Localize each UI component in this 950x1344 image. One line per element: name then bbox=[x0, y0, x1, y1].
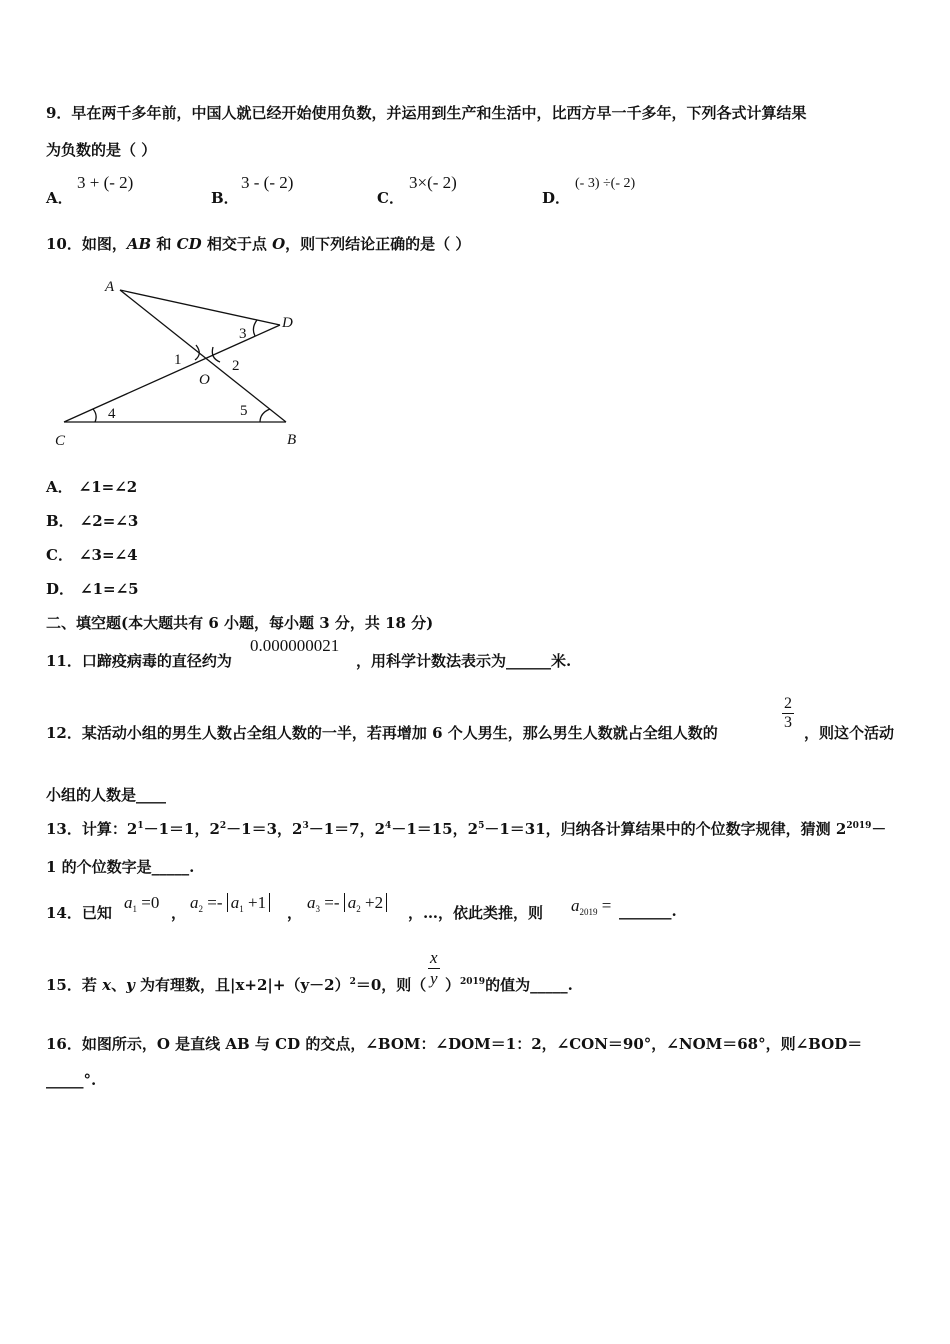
q14-expr-a3 bbox=[307, 893, 387, 914]
q15-prefix: 15．若 bbox=[46, 976, 103, 994]
q14-prefix: 14．已知 bbox=[46, 904, 112, 922]
option-label: A． bbox=[46, 189, 73, 207]
q10-option-d[interactable] bbox=[46, 578, 139, 599]
equals-zero: =0 bbox=[137, 893, 160, 912]
angle-label-2: 2 bbox=[232, 358, 240, 374]
angle-arc-4 bbox=[93, 409, 96, 422]
q13-text-e: －1＝15，2 bbox=[391, 820, 479, 838]
q14-expr-a1 bbox=[124, 893, 159, 914]
segment-a-d bbox=[120, 290, 280, 325]
fraction-denominator: 3 bbox=[784, 714, 792, 731]
q15-mid2: ＝0，则（ bbox=[355, 976, 427, 994]
q13-text-d: －1＝7，2 bbox=[308, 820, 386, 838]
subscript: 1 bbox=[239, 904, 244, 914]
q15-tail bbox=[445, 974, 573, 995]
q10-mid1: 和 bbox=[151, 235, 177, 253]
var-a: a bbox=[347, 893, 357, 912]
segment-cd: CD bbox=[176, 235, 202, 253]
option-label: D． bbox=[46, 580, 75, 598]
subscript: 1 bbox=[132, 904, 137, 914]
point-label-c: C bbox=[55, 433, 66, 449]
equals: = bbox=[597, 896, 612, 915]
point-label-a: A bbox=[105, 279, 115, 295]
angle-label-1: 1 bbox=[174, 352, 182, 368]
option-label: B． bbox=[211, 189, 239, 207]
exponent: 2 bbox=[349, 977, 356, 987]
q12-suffix: ，则这个活动 bbox=[804, 724, 895, 742]
q11-number: 0.000000021 bbox=[250, 636, 340, 655]
option-label: A． bbox=[46, 478, 73, 496]
q13-text-b: －1＝1，2 bbox=[143, 820, 220, 838]
q10-option-b[interactable] bbox=[46, 510, 138, 531]
separator: 、 bbox=[111, 976, 127, 994]
plus-one: +1 bbox=[243, 893, 267, 912]
q13-text-c: －1＝3，2 bbox=[226, 820, 303, 838]
point-label-b: B bbox=[287, 432, 297, 448]
segment-a-b bbox=[120, 290, 286, 422]
var-x: x bbox=[102, 976, 112, 994]
q9-text-line2: 为负数的是（ ） bbox=[46, 141, 157, 159]
var-a: a bbox=[190, 893, 199, 912]
option-text: ∠2=∠3 bbox=[79, 512, 139, 530]
q15-fraction bbox=[428, 948, 440, 989]
point-label-d: D bbox=[282, 315, 293, 331]
point-label-o: O bbox=[199, 372, 210, 388]
q15-suffix: 的值为_____. bbox=[485, 976, 573, 994]
q10-option-a[interactable] bbox=[46, 476, 137, 497]
var-a: a bbox=[307, 893, 316, 912]
q13-line1 bbox=[46, 818, 886, 839]
var-y: y bbox=[126, 976, 135, 994]
fraction-numerator: x bbox=[430, 948, 438, 967]
var-a: a bbox=[230, 893, 240, 912]
exponent: 2019 bbox=[460, 977, 486, 987]
option-label: C． bbox=[377, 189, 404, 207]
fraction-numerator: 2 bbox=[784, 695, 792, 712]
plus-two: +2 bbox=[360, 893, 384, 912]
angle-label-3: 3 bbox=[239, 326, 247, 342]
q15-mid: 为有理数，且|x+2|+（y－2） bbox=[134, 976, 350, 994]
angle-arc-5 bbox=[260, 409, 270, 422]
exponent: 2019 bbox=[846, 821, 872, 831]
angle-arc-1 bbox=[195, 345, 199, 360]
q12-fraction bbox=[782, 695, 794, 732]
option-expr: 3×(- 2) bbox=[409, 173, 457, 192]
q11-suffix: ，用科学计数法表示为______米. bbox=[356, 652, 572, 670]
q14-comma-1: ， bbox=[171, 904, 187, 922]
q14-tail: ，…，依此类推，则 bbox=[408, 904, 544, 922]
q9-text-line1: 9．早在两千多年前，中国人就已经开始使用负数，并运用到生产和生活中，比西方早一千多年，下列各式计算结果 bbox=[46, 104, 807, 122]
q14-expr-a2019 bbox=[571, 896, 611, 917]
q12-line2: 小组的人数是____ bbox=[46, 786, 167, 804]
option-label: B． bbox=[46, 512, 74, 530]
option-text: ∠1=∠2 bbox=[78, 478, 138, 496]
var-a: a bbox=[124, 893, 133, 912]
var-a: a bbox=[571, 896, 580, 915]
q16-line2: _____°. bbox=[46, 1071, 97, 1089]
option-expr: 3 + (- 2) bbox=[77, 173, 134, 192]
exponent: 2 bbox=[219, 821, 227, 831]
q15-text bbox=[46, 974, 426, 995]
angle-label-5: 5 bbox=[240, 403, 248, 419]
option-expr: (- 3) ÷(- 2) bbox=[575, 176, 636, 191]
subscript: 2019 bbox=[579, 907, 598, 917]
q14-blank: _______. bbox=[619, 902, 677, 920]
angle-arc-3 bbox=[253, 320, 257, 336]
q14-expr-a2 bbox=[190, 893, 270, 914]
equals-negative: =- bbox=[203, 893, 227, 912]
subscript: 3 bbox=[315, 904, 320, 914]
segment-ab: AB bbox=[126, 235, 152, 253]
q13-line2: 1 的个位数字是_____. bbox=[46, 858, 195, 876]
subscript: 2 bbox=[356, 904, 361, 914]
absolute-value bbox=[344, 893, 387, 912]
right-paren: ） bbox=[445, 976, 461, 994]
exponent: 5 bbox=[478, 821, 485, 831]
option-label: D． bbox=[542, 189, 571, 207]
subscript: 2 bbox=[198, 904, 203, 914]
q10-geometry-figure bbox=[50, 270, 320, 455]
absolute-value bbox=[227, 893, 270, 912]
q10-suffix: ，则下列结论正确的是（ ） bbox=[285, 235, 471, 253]
q16-line1: 16．如图所示，O 是直线 AB 与 CD 的交点，∠BOM：∠DOM＝1：2，∠CON＝90°，∠NOM＝68°，则∠BOD＝ bbox=[46, 1035, 863, 1053]
q13-text-a: 13．计算：2 bbox=[46, 820, 138, 838]
q14-comma-2: ， bbox=[287, 904, 303, 922]
q11-prefix: 11．口蹄疫病毒的直径约为 bbox=[46, 652, 232, 670]
exponent: 3 bbox=[302, 821, 309, 831]
q10-text bbox=[46, 233, 470, 254]
option-text: ∠3=∠4 bbox=[78, 546, 138, 564]
q13-text-g: － bbox=[871, 820, 887, 838]
q10-option-c[interactable] bbox=[46, 544, 138, 565]
segment-c-d bbox=[64, 325, 280, 422]
point-o: O bbox=[272, 235, 286, 253]
angle-label-4: 4 bbox=[108, 406, 116, 422]
option-expr: 3 - (- 2) bbox=[241, 173, 294, 192]
q12-prefix: 12．某活动小组的男生人数占全组人数的一半，若再增加 6 个人男生，那么男生人数就占全组人数的 bbox=[46, 724, 718, 742]
q13-text-f: －1＝31，归纳各计算结果中的个位数字规律，猜测 2 bbox=[484, 820, 847, 838]
option-text: ∠1=∠5 bbox=[80, 580, 139, 598]
q10-prefix: 10．如图， bbox=[46, 235, 127, 253]
equals-negative: =- bbox=[320, 893, 344, 912]
exponent: 4 bbox=[385, 821, 392, 831]
fraction-denominator: y bbox=[430, 969, 438, 988]
q10-mid2: 相交于点 bbox=[201, 235, 273, 253]
exponent: 1 bbox=[137, 821, 144, 831]
section-2-heading: 二、填空题(本大题共有 6 小题，每小题 3 分，共 18 分) bbox=[46, 614, 434, 632]
option-label: C． bbox=[46, 546, 73, 564]
